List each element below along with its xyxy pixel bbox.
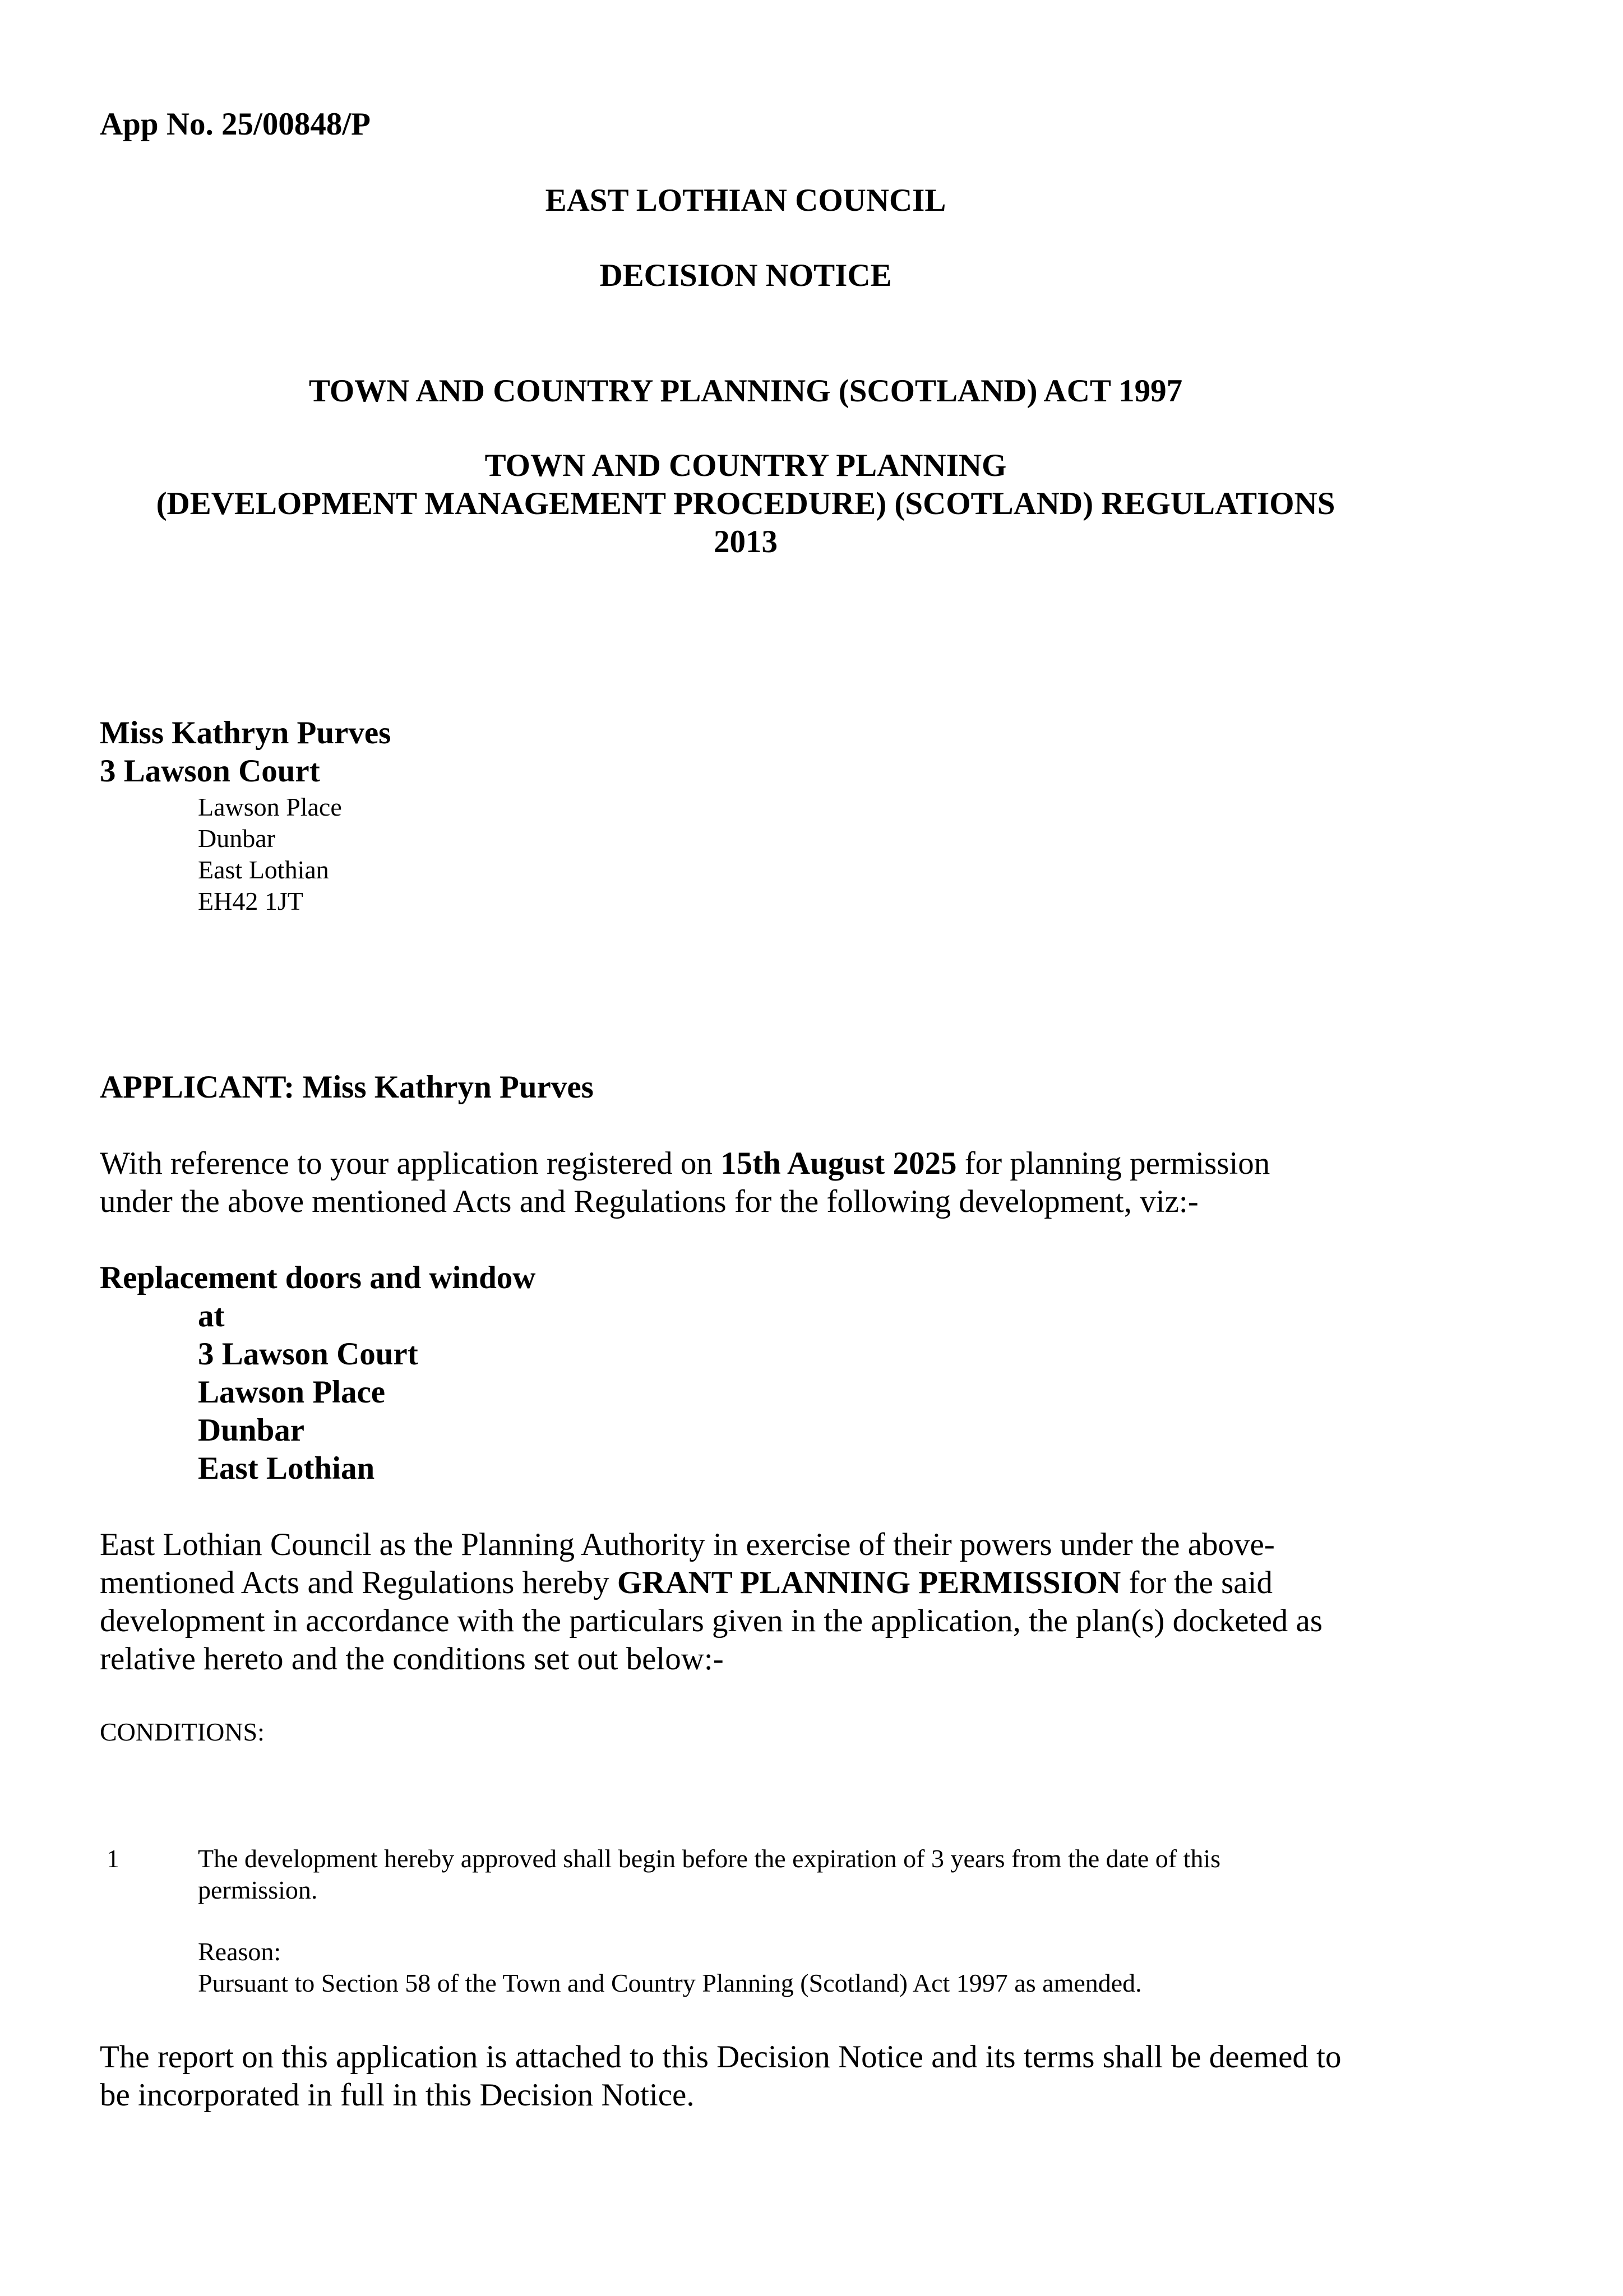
condition-reason-text: Pursuant to Section 58 of the Town and Country Planning (Scotland) Act 1997 as amended. [198,1969,1142,1997]
recipient-address-line: Dunbar [198,824,275,853]
development-title: Replacement doors and window [100,1260,536,1295]
regulations-line-1: TOWN AND COUNTRY PLANNING [484,448,1007,483]
development-location-line: East Lothian [198,1451,375,1486]
applicant-label: APPLICANT: [100,1070,295,1105]
recipient-name: Miss Kathryn Purves [100,715,391,751]
development-location-line: 3 Lawson Court [198,1336,418,1372]
reference-line-1 [100,1145,1270,1183]
closing-line-1: The report on this application is attached to this Decision Notice and its terms shall be deemed to [100,2039,1342,2075]
decision-grant: GRANT PLANNING PERMISSION [617,1565,1121,1600]
decision-line-3: development in accordance with the particulars given in the application, the plan(s) docketed as [100,1603,1323,1638]
registration-date: 15th August 2025 [720,1146,957,1181]
notice-title: DECISION NOTICE [599,258,892,293]
recipient-address-line: Lawson Place [198,793,342,821]
development-location-line: Lawson Place [198,1374,386,1410]
decision-prefix: mentioned Acts and Regulations hereby [100,1565,617,1600]
recipient-address-line: East Lothian [198,855,329,884]
condition-number: 1 [107,1844,119,1873]
condition-reason-label: Reason: [198,1937,281,1966]
development-at: at [198,1298,225,1334]
closing-line-2: be incorporated in full in this Decision Notice. [100,2077,695,2113]
recipient-address-line-1: 3 Lawson Court [100,753,320,789]
council-name: EAST LOTHIAN COUNCIL [545,183,946,218]
reference-suffix: for planning permission [956,1146,1270,1181]
conditions-heading: CONDITIONS: [100,1718,265,1746]
condition-text-line-1: The development hereby approved shall begin before the expiration of 3 years from the date of this [198,1844,1221,1873]
recipient-postcode: EH42 1JT [198,887,303,915]
applicant-name: Miss Kathryn Purves [302,1070,594,1105]
applicant-line [100,1068,594,1107]
reference-prefix: With reference to your application registered on [100,1146,721,1181]
decision-line-2 [100,1564,1273,1602]
act-title: TOWN AND COUNTRY PLANNING (SCOTLAND) ACT 1997 [308,373,1183,409]
decision-line-4: relative hereto and the conditions set out below:- [100,1641,724,1677]
regulations-line-3: 2013 [714,524,778,559]
reference-line-2: under the above mentioned Acts and Regulations for the following development, viz:- [100,1184,1199,1219]
decision-line-1: East Lothian Council as the Planning Authority in exercise of their powers under the above- [100,1527,1275,1562]
decision-suffix: for the said [1121,1565,1273,1600]
development-location-line: Dunbar [198,1413,305,1448]
application-number: App No. 25/00848/P [100,107,371,142]
regulations-line-2: (DEVELOPMENT MANAGEMENT PROCEDURE) (SCOTLAND) REGULATIONS [156,486,1335,521]
condition-text-line-2: permission. [198,1876,318,1904]
